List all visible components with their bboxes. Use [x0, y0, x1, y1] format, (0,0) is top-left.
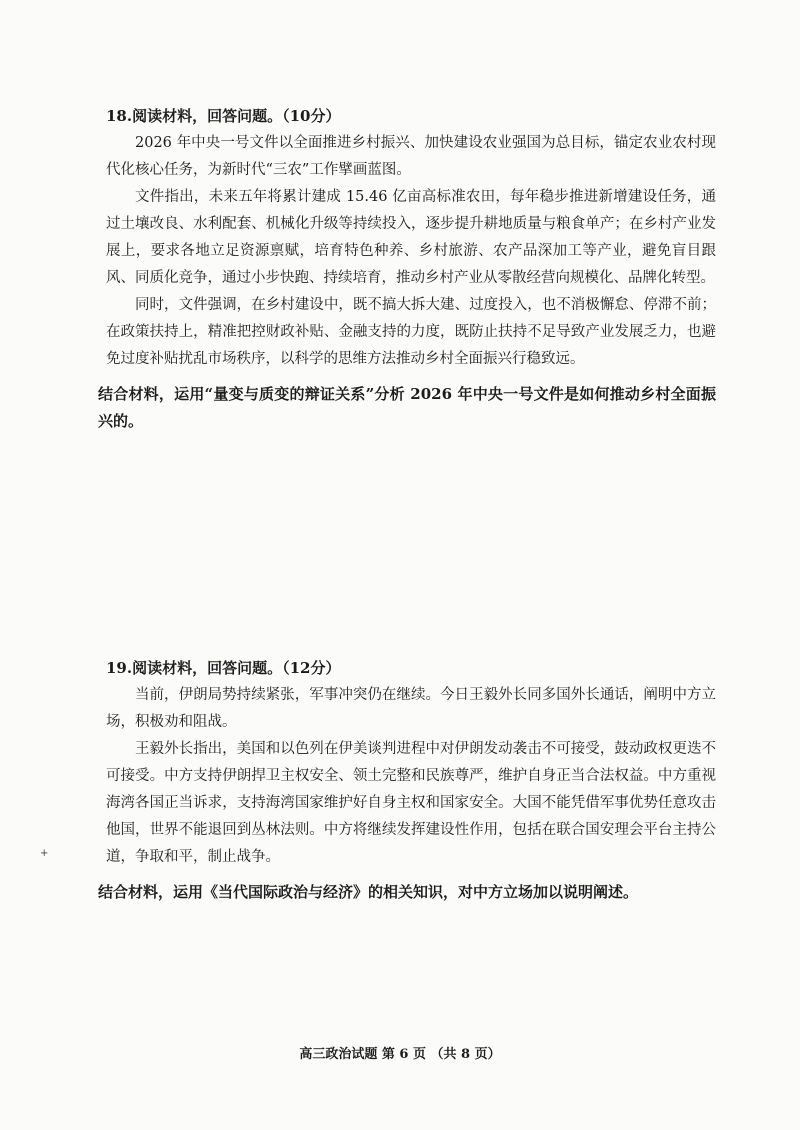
- question-19-paragraph: 王毅外长指出，美国和以色列在伊美谈判进程中对伊朗发动袭击不可接受，鼓动政权更迭不可接受。中方支持伊朗捍卫主权安全、领土完整和民族尊严，维护自身正当合法权益。中方重视海湾各国正当诉求，支持海湾国家维护好自身主权和国家安全。大国不能凭借军事优势任意攻击他国，世界不能退回到丛林法则。中方将继续发挥建设性作用，包括在联合国安理会平台主持公道，争取和平，制止战争。: [106, 741, 716, 865]
- question-19: [98, 656, 716, 906]
- question-19-header: 19.阅读材料，回答问题。（12分）: [106, 659, 341, 677]
- question-18-paragraph: 同时，文件强调，在乡村建设中，既不搞大拆大建、过度投入，也不消极懈怠、停滞不前；在政策扶持上，精准把控财政补贴、金融支持的力度，既防止扶持不足导致产业发展乏力，也避免过度补贴扰乱市场秩序，以科学的思维方法推动乡村全面振兴行稳致远。: [106, 297, 716, 367]
- question-19-task: 结合材料，运用《当代国际政治与经济》的相关知识，对中方立场加以说明阐述。: [98, 883, 639, 901]
- question-18: [98, 104, 716, 435]
- page-footer: 高三政治试题 第 6 页 （共 8 页）: [299, 1047, 501, 1062]
- question-19-paragraph: 当前，伊朗局势持续紧张，军事冲突仍在继续。今日王毅外长同多国外长通话，阐明中方立场，积极劝和阻战。: [106, 687, 716, 730]
- question-18-task: 结合材料，运用“量变与质变的辩证关系”分析 2026 年中央一号文件是如何推动乡村全面振兴的。: [98, 385, 716, 430]
- question-18-paragraph: 文件指出，未来五年将累计建成 15.46 亿亩高标准农田，每年稳步推进新增建设任务，通过土壤改良、水利配套、机械化升级等持续投入，逐步提升耕地质量与粮食单产；在乡村产业发展上，要求各地立足资源禀赋，培育特色种养、乡村旅游、农产品深加工等产业，避免盲目跟风、同质化竞争，通过小步快跑、持续培育，推动乡村产业从零散经营向规模化、品牌化转型。: [106, 189, 716, 286]
- margin-mark: +: [40, 848, 49, 859]
- question-18-header: 18.阅读材料，回答问题。（10分）: [106, 107, 341, 125]
- question-18-paragraph: 2026 年中央一号文件以全面推进乡村振兴、加快建设农业强国为总目标，锚定农业农村现代化核心任务，为新时代“三农”工作擘画蓝图。: [106, 135, 716, 178]
